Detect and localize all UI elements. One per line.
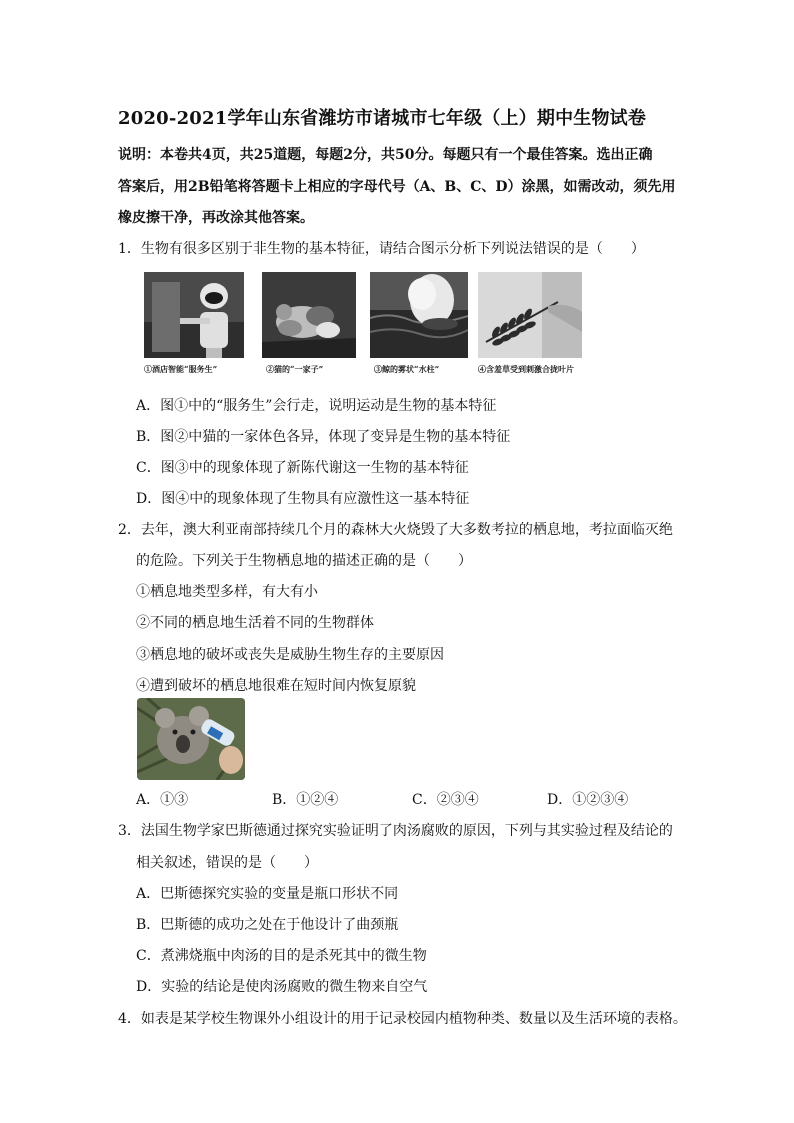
question-1-figure: [142, 270, 590, 382]
question-1-option-b: B．图②中猫的一家体色各异，体现了变异是生物的基本特征: [136, 429, 511, 445]
question-1-option-a: A．图①中的“服务生”会行走，说明运动是生物的基本特征: [136, 398, 497, 414]
question-2-stem-line-1: 2．去年，澳大利亚南部持续几个月的森林大火烧毁了大多数考拉的栖息地，考拉面临灭绝: [118, 522, 673, 538]
koala-photo: [137, 698, 245, 780]
question-2-choice-c: C．②③④: [412, 792, 479, 808]
caption-cat-family: ②猫的“一家子”: [266, 364, 324, 374]
instructions-line-3: 橡皮擦干净，再改涂其他答案。: [118, 210, 314, 226]
robot-waiter-photo: [144, 272, 244, 358]
question-1-option-d: D．图④中的现象体现了生物具有应激性这一基本特征: [136, 491, 470, 507]
whale-spout-photo: [370, 272, 468, 358]
question-3-stem-line-2: 相关叙述，错误的是（ ）: [136, 855, 318, 871]
question-3-option-b: B．巴斯德的成功之处在于他设计了曲颈瓶: [136, 917, 399, 933]
question-3-option-c: C．煮沸烧瓶中肉汤的目的是杀死其中的微生物: [136, 948, 427, 964]
question-2-choice-d: D．①②③④: [547, 792, 629, 808]
question-1-stem: 1．生物有很多区别于非生物的基本特征，请结合图示分析下列说法错误的是（ ）: [118, 241, 645, 257]
question-3-stem-line-1: 3．法国生物学家巴斯德通过探究实验证明了肉汤腐败的原因，下列与其实验过程及结论的: [118, 823, 673, 839]
caption-mimosa: ④含羞草受到刺激合拢叶片: [478, 364, 574, 374]
instructions-line-1: 说明：本卷共4页，共25道题，每题2分，共50分。每题只有一个最佳答案。选出正确: [118, 147, 653, 163]
question-2-item-2: ②不同的栖息地生活着不同的生物群体: [136, 615, 374, 631]
question-2-stem-line-2: 的危险。下列关于生物栖息地的描述正确的是（ ）: [136, 553, 472, 569]
question-2-choice-b: B．①②④: [272, 792, 339, 808]
caption-whale-spout: ③鲸的雾状“水柱”: [374, 364, 440, 374]
question-2-item-3: ③栖息地的破坏或丧失是威胁生物生存的主要原因: [136, 647, 444, 663]
question-2-item-1: ①栖息地类型多样，有大有小: [136, 584, 318, 600]
question-4-stem: 4．如表是某学校生物课外小组设计的用于记录校园内植物种类、数量以及生活环境的表格。: [118, 1011, 687, 1027]
question-2-choice-a: A．①③: [136, 792, 189, 808]
cat-family-photo: [262, 272, 356, 358]
question-1-option-c: C．图③中的现象体现了新陈代谢这一生物的基本特征: [136, 460, 469, 476]
page-title: 2020-2021学年山东省潍坊市诸城市七年级（上）期中生物试卷: [118, 108, 647, 129]
question-2-item-4: ④遭到破坏的栖息地很难在短时间内恢复原貌: [136, 678, 416, 694]
question-3-option-d: D．实验的结论是使肉汤腐败的微生物来自空气: [136, 979, 428, 995]
caption-robot-waiter: ①酒店智能“服务生”: [144, 364, 218, 374]
instructions-line-2: 答案后，用2B铅笔将答题卡上相应的字母代号（A、B、C、D）涂黑，如需改动，须先用: [118, 179, 676, 195]
question-3-option-a: A．巴斯德探究实验的变量是瓶口形状不同: [136, 886, 399, 902]
mimosa-photo: [478, 272, 582, 358]
